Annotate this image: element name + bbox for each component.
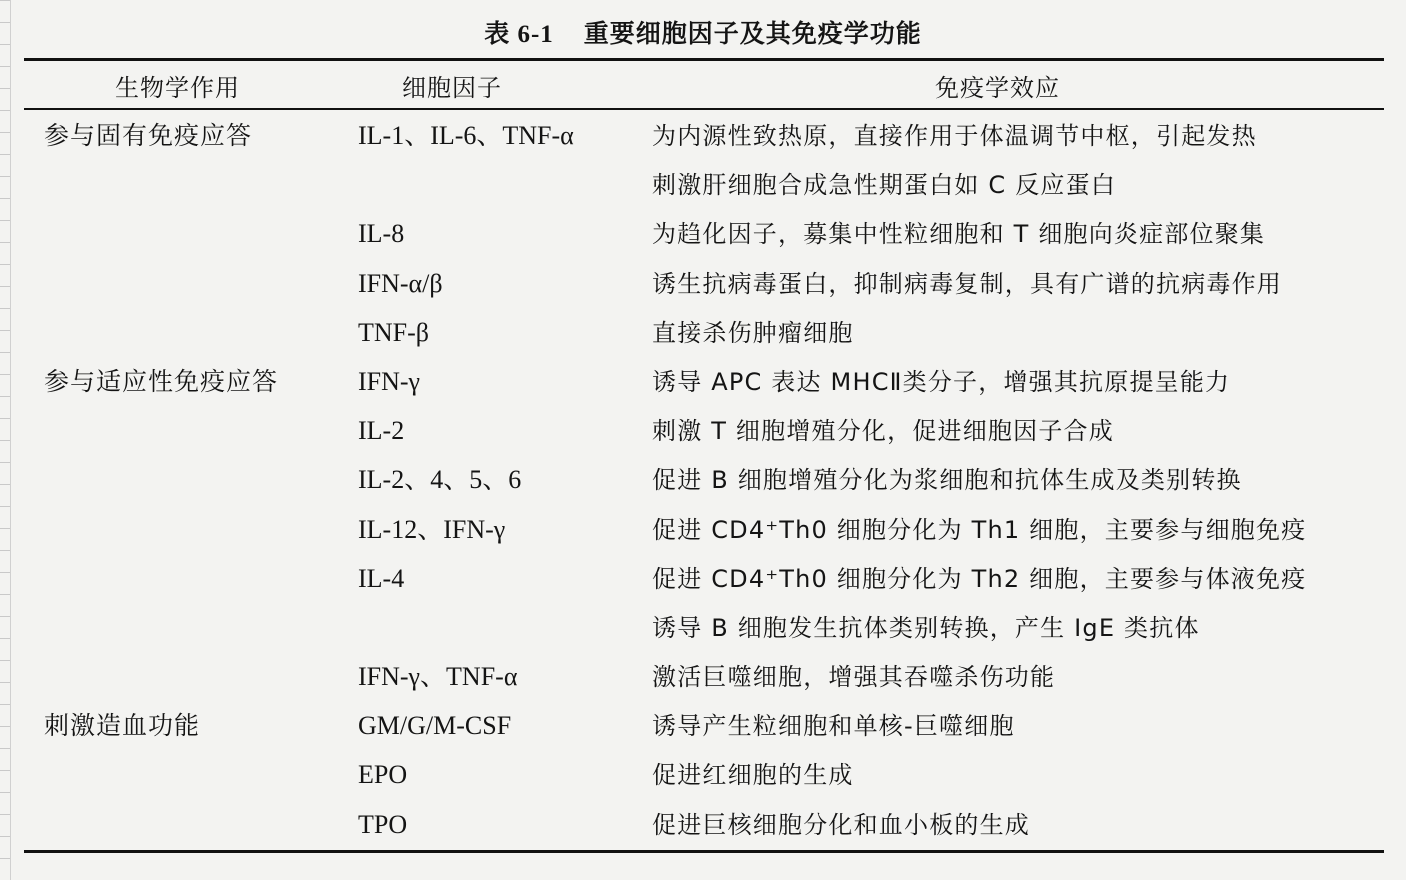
table-row: [0, 653, 1406, 702]
effect-cell: 促进 CD4⁺Th0 细胞分化为 Th1 细胞，主要参与细胞免疫: [652, 515, 1307, 544]
header-cytokine: 细胞因子: [402, 74, 502, 102]
table-row: [0, 358, 1406, 407]
effect-cell: 为趋化因子，募集中性粒细胞和 T 细胞向炎症部位聚集: [652, 220, 1266, 249]
effect-cell: 诱生抗病毒蛋白，抑制病毒复制，具有广谱的抗病毒作用: [652, 269, 1282, 298]
header-rule: [24, 108, 1384, 110]
cytokine-cell: IL-2: [358, 416, 405, 446]
table-number: 表 6-1: [484, 21, 554, 48]
table-row: [0, 604, 1406, 653]
cytokine-cell: TPO: [358, 809, 408, 839]
header-biological-function: 生物学作用: [115, 74, 240, 102]
cytokine-cell: IFN-γ: [358, 366, 421, 396]
table-row: [0, 260, 1406, 309]
cytokine-cell: EPO: [358, 760, 408, 790]
effect-cell: 促进红细胞的生成: [652, 761, 854, 790]
table-row: [0, 456, 1406, 505]
table-caption: [0, 14, 1406, 50]
cytokine-cell: IFN-γ、TNF-α: [358, 662, 518, 692]
cytokine-cell: TNF-β: [358, 317, 430, 347]
effect-cell: 刺激 T 细胞增殖分化，促进细胞因子合成: [652, 417, 1114, 446]
table-row: [0, 702, 1406, 751]
table-row: [0, 751, 1406, 800]
effect-cell: 直接杀伤肿瘤细胞: [652, 318, 854, 347]
table-row: [0, 801, 1406, 850]
table-row: [0, 161, 1406, 210]
table-row: [0, 309, 1406, 358]
cytokine-cell: IL-1、IL-6、TNF-α: [358, 121, 574, 150]
effect-cell: 诱导产生粒细胞和单核-巨噬细胞: [652, 712, 1015, 741]
effect-cell: 激活巨噬细胞，增强其吞噬杀伤功能: [652, 663, 1056, 692]
table-title: 重要细胞因子及其免疫学功能: [583, 19, 922, 48]
effect-cell: 促进 CD4⁺Th0 细胞分化为 Th2 细胞，主要参与体液免疫: [652, 564, 1307, 593]
effect-cell: 诱导 APC 表达 MHCⅡ类分子，增强其抗原提呈能力: [652, 367, 1231, 396]
cytokine-cell: IL-12、IFN-γ: [358, 514, 506, 544]
effect-cell: 为内源性致热原，直接作用于体温调节中枢，引起发热: [652, 122, 1257, 150]
function-cell: 参与固有免疫应答: [44, 121, 253, 150]
bottom-rule: [24, 850, 1384, 853]
function-cell: 参与适应性免疫应答: [44, 366, 279, 396]
cytokine-cell: IFN-α/β: [358, 268, 443, 298]
header-immune-effect: 免疫学效应: [935, 74, 1060, 102]
cytokine-cell: IL-4: [358, 563, 405, 593]
table-row: [0, 210, 1406, 259]
table-row: [0, 506, 1406, 555]
cytokine-cell: IL-2、4、5、6: [358, 465, 522, 495]
effect-cell: 诱导 B 细胞发生抗体类别转换，产生 IgE 类抗体: [652, 613, 1200, 642]
effect-cell: 促进巨核细胞分化和血小板的生成: [652, 810, 1030, 839]
table-row: [0, 555, 1406, 604]
top-rule: [24, 58, 1384, 61]
cytokine-cell: GM/G/M-CSF: [358, 711, 512, 741]
table-body: [0, 112, 1406, 850]
table-row: [0, 112, 1406, 161]
cytokine-cell: IL-8: [358, 219, 405, 249]
effect-cell: 促进 B 细胞增殖分化为浆细胞和抗体生成及类别转换: [652, 466, 1242, 495]
function-cell: 刺激造血功能: [44, 711, 201, 741]
effect-cell: 刺激肝细胞合成急性期蛋白如 C 反应蛋白: [652, 171, 1117, 200]
table-row: [0, 407, 1406, 456]
